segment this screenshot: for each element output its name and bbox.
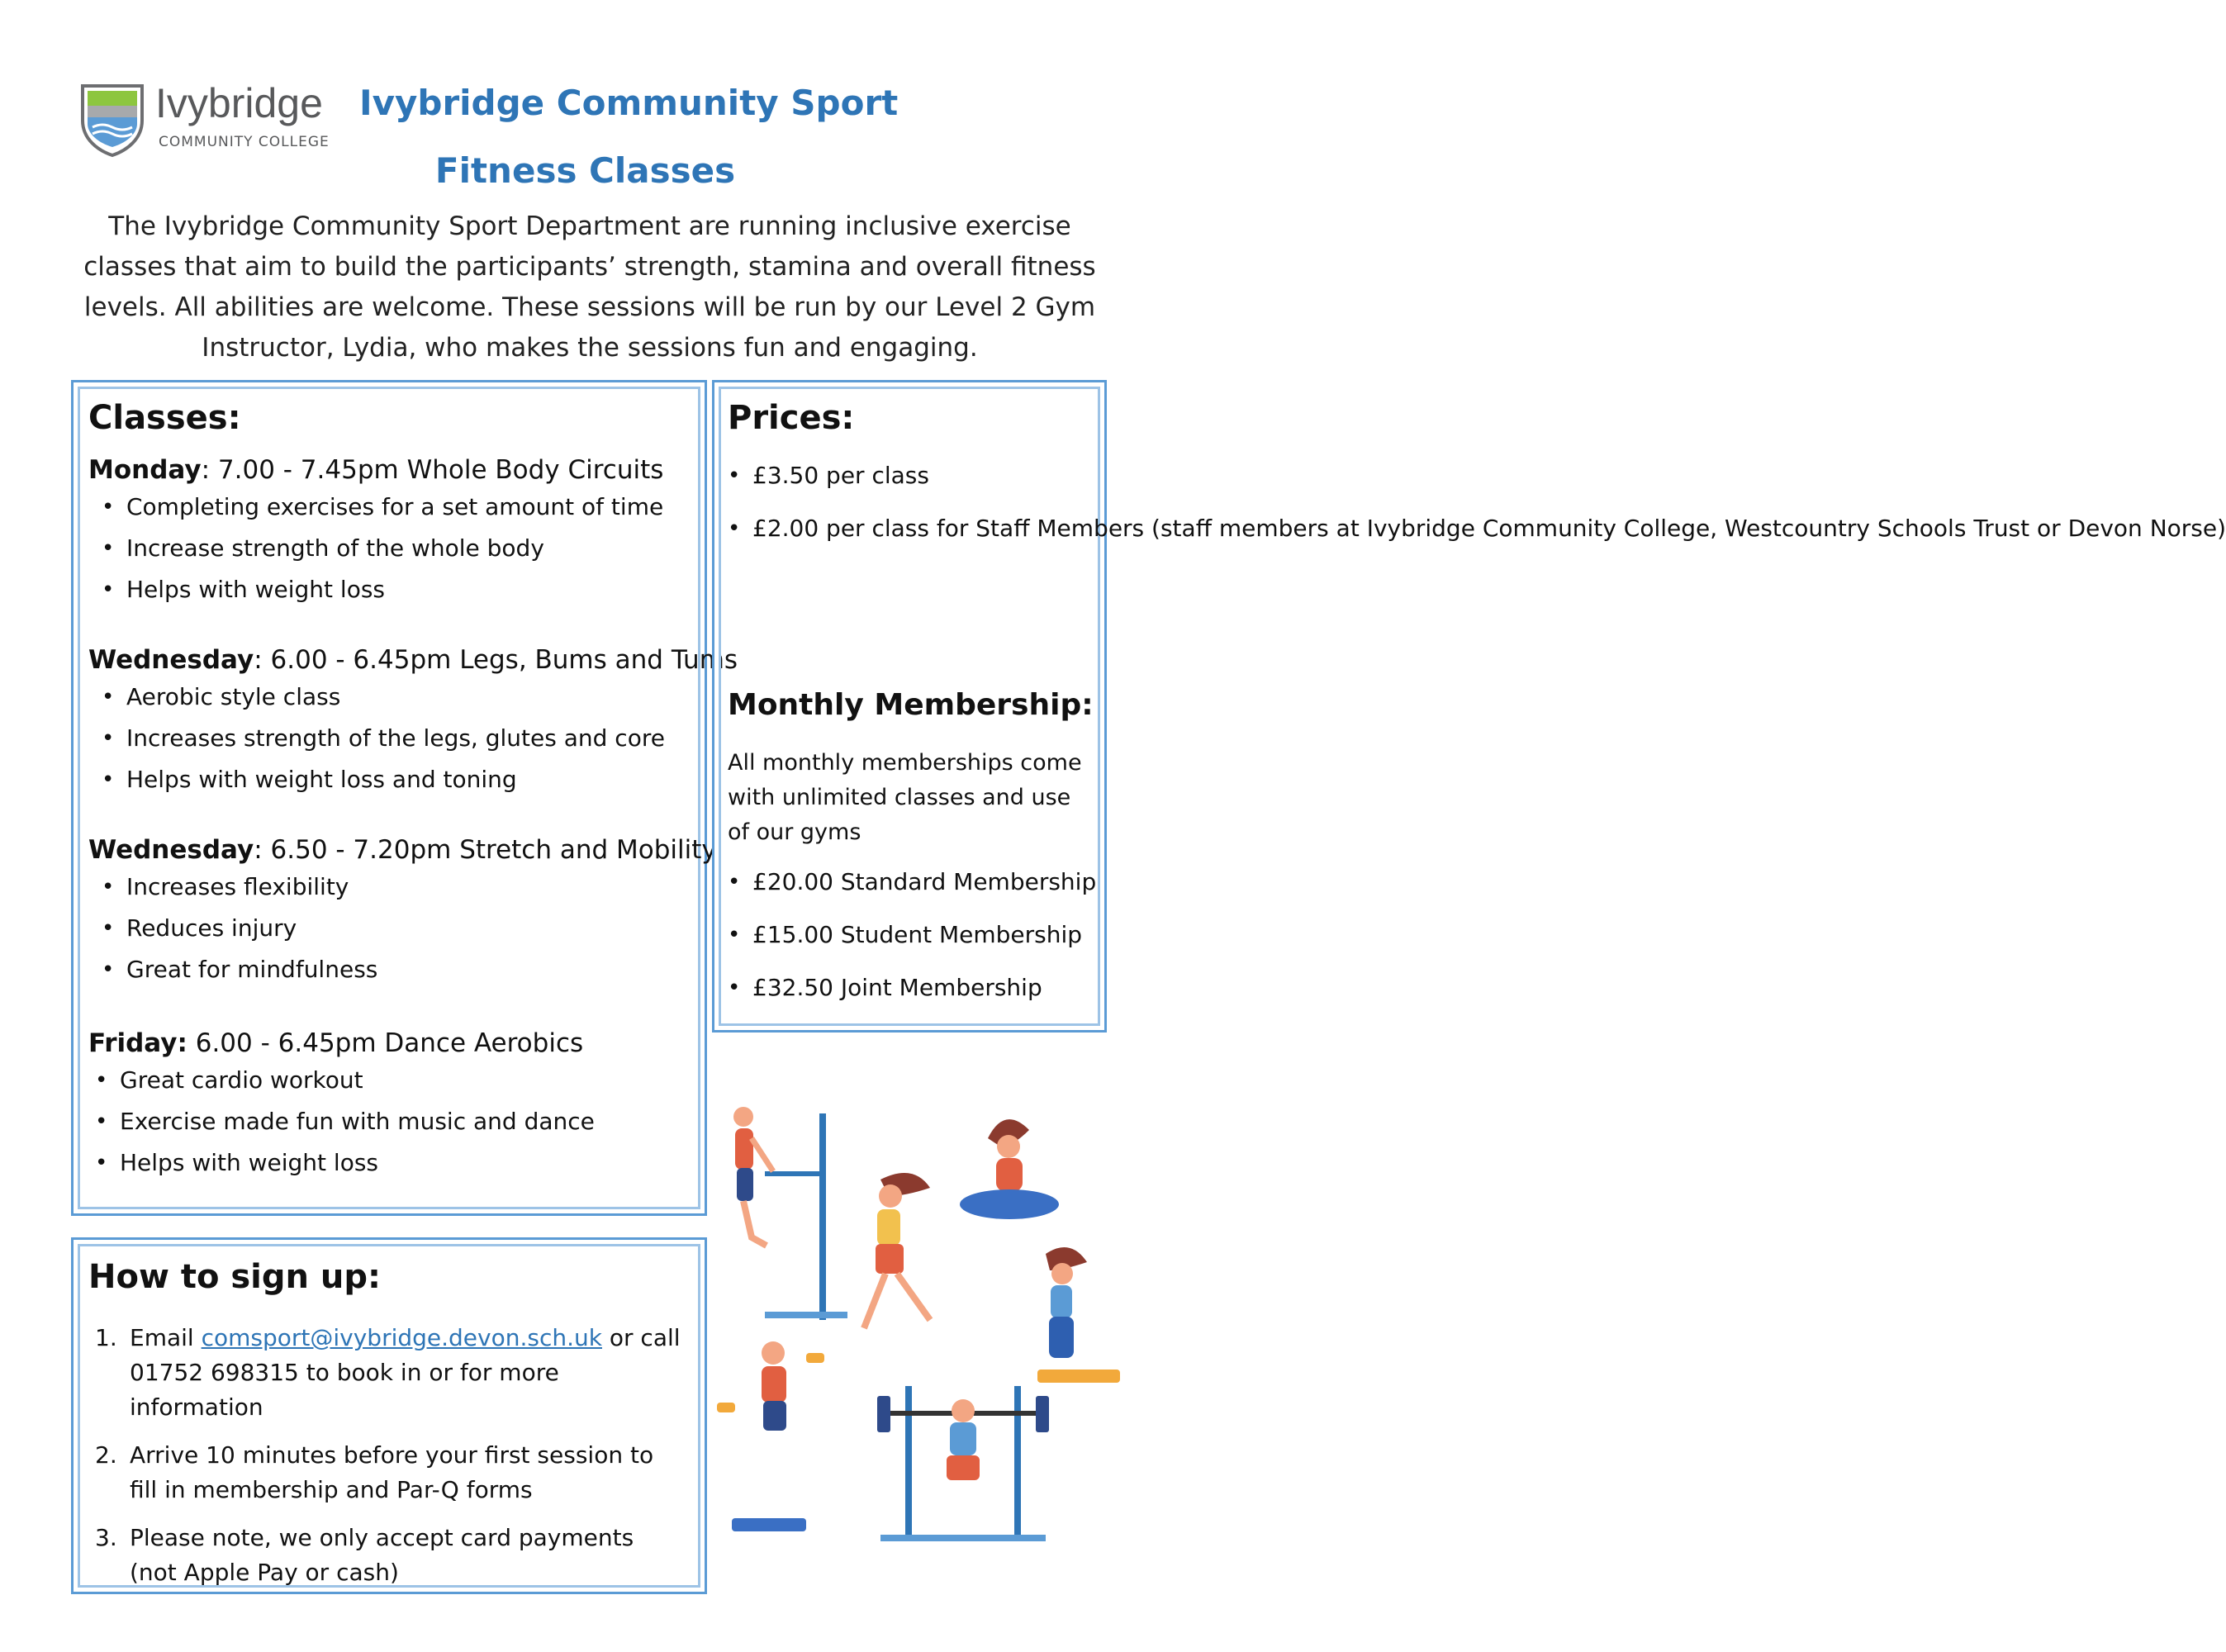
signup-step-1: [88, 1321, 683, 1425]
list-item: • Helps with weight loss: [93, 1142, 595, 1184]
prices-heading: Prices:: [728, 399, 855, 437]
class-schedule: Monday: 7.00 - 7.45pm Whole Body Circuits: [88, 455, 664, 485]
class-schedule: Wednesday: 6.00 - 6.45pm Legs, Bums and Tums: [88, 645, 738, 675]
list-item: • Exercise made fun with music and dance: [93, 1101, 595, 1142]
list-item: • Reduces injury: [100, 908, 717, 949]
membership-description: All monthly memberships come with unlimited classes and use of our gyms: [728, 750, 1082, 845]
list-item: • Great for mindfulness: [100, 949, 717, 990]
step-text: or call 01752 698315 to book in or for more information: [130, 1324, 681, 1421]
step-text: Please note, we only accept card payments (not Apple Pay or cash): [130, 1524, 634, 1586]
class-block-friday: [88, 1028, 595, 1184]
price-item: • £2.00 per class for Staff Members (staff members at Ivybridge Community College, Westcountry Schools Trust or Devon Norse): [726, 508, 1089, 549]
dumbbell-figure-icon: [717, 1341, 824, 1531]
signup-heading: How to sign up:: [88, 1258, 382, 1296]
signup-step-2: [88, 1438, 683, 1507]
step-number: 1.: [95, 1324, 117, 1351]
price-item: • £3.50 per class: [726, 455, 1089, 496]
fitness-people-illustration: [715, 1089, 1145, 1584]
list-item: • Great cardio workout: [93, 1060, 595, 1101]
step-text: Email: [130, 1324, 202, 1351]
class-schedule: Friday: 6.00 - 6.45pm Dance Aerobics: [88, 1028, 584, 1058]
prices-panel: [712, 380, 2226, 1032]
class-block-monday: [88, 455, 663, 610]
classes-panel: [71, 380, 738, 1216]
running-figure-icon: [864, 1173, 930, 1328]
logo-subtitle: COMMUNITY COLLEGE: [159, 134, 330, 150]
list-item: • Completing exercises for a set amount of time: [100, 487, 663, 528]
page-title: Ivybridge Community Sport: [359, 83, 899, 123]
list-item: • Increase strength of the whole body: [100, 528, 663, 569]
list-item: • Increases flexibility: [100, 866, 717, 908]
list-item: • Aerobic style class: [100, 676, 738, 718]
signup-step-3: [88, 1521, 683, 1590]
page-subtitle: Fitness Classes: [434, 150, 736, 191]
class-block-wednesday-2: [88, 835, 717, 990]
membership-item: • £20.00 Standard Membership: [726, 862, 1098, 903]
membership-item: • £15.00 Student Membership: [726, 914, 1098, 956]
signup-panel: [71, 1237, 707, 1594]
list-item: • Increases strength of the legs, glutes and core: [100, 718, 738, 759]
logo-name: Ivybridge: [155, 80, 323, 126]
step-number: 3.: [95, 1524, 117, 1551]
class-schedule: Wednesday: 6.50 - 7.20pm Stretch and Mobility: [88, 835, 717, 865]
college-logo: [79, 80, 330, 157]
class-block-wednesday-1: [88, 645, 738, 800]
membership-item: • £32.50 Joint Membership: [726, 967, 1098, 1009]
step-number: 2.: [95, 1441, 117, 1469]
membership-heading: Monthly Membership:: [728, 688, 1094, 722]
step-figure-icon: [1037, 1247, 1120, 1383]
list-item: • Helps with weight loss: [100, 569, 663, 610]
email-link[interactable]: comsport@ivybridge.devon.sch.uk: [201, 1324, 602, 1351]
list-item: • Helps with weight loss and toning: [100, 759, 738, 800]
intro-paragraph: The Ivybridge Community Sport Department are running inclusive exercise classes that aim to build the participants’ strength, stamina and overall fitness levels. All abilities are welcome. These sessions will be run by our Level 2 Gym Instructor, Lydia, who makes the sessions fun and engaging.: [83, 211, 1096, 363]
step-text: Arrive 10 minutes before your first session to fill in membership and Par-Q forms: [130, 1441, 654, 1503]
pullup-figure-icon: [733, 1107, 847, 1320]
classes-heading: Classes:: [88, 399, 241, 437]
shield-icon: [79, 83, 145, 157]
squat-rack-icon: [877, 1386, 1049, 1541]
yoga-figure-icon: [960, 1119, 1059, 1219]
